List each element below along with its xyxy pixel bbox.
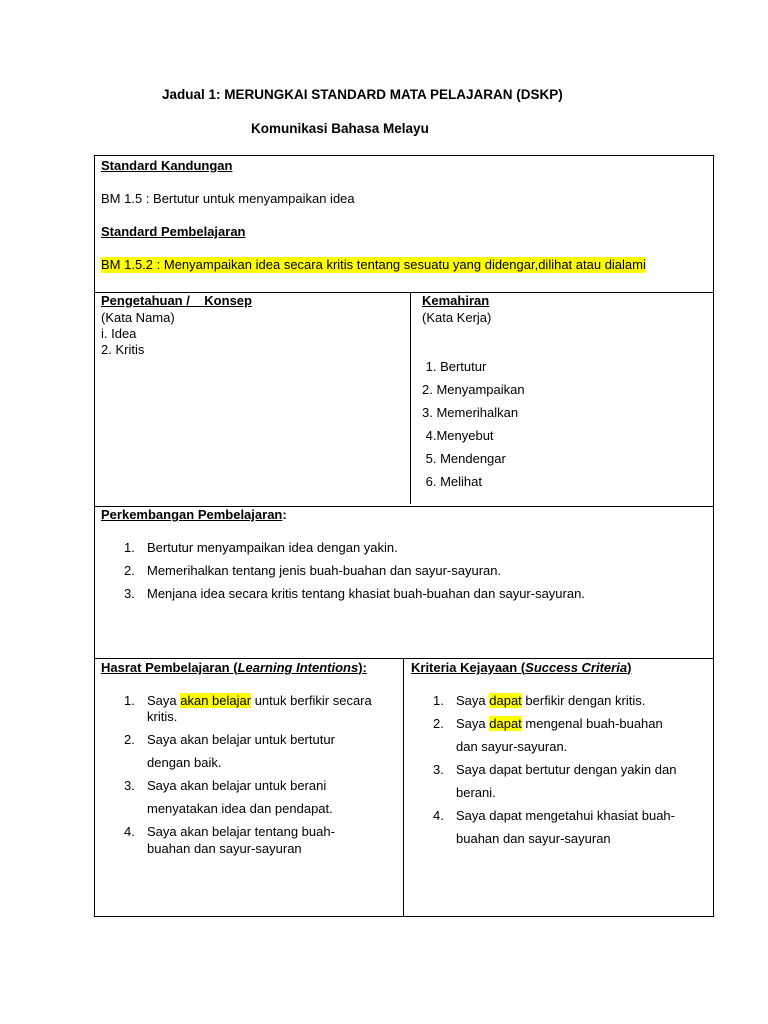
list-text-line2: dan sayur-sayuran. — [456, 739, 568, 754]
kemahiran-heading: Kemahiran — [422, 293, 490, 308]
text-segment: mengenal buah-buahan — [521, 716, 663, 731]
kemahiran-item: 5. Mendengar — [422, 451, 506, 466]
list-number: 1. — [433, 693, 444, 708]
hasrat-heading-italic: Learning Intentions — [237, 660, 359, 675]
list-number: 1. — [124, 540, 135, 555]
list-text: Saya dapat bertutur dengan yakin dan — [456, 762, 677, 777]
kriteria-heading — [411, 660, 631, 676]
perkembangan-heading-colon: : — [282, 507, 287, 522]
list-text — [147, 693, 372, 709]
list-text-line2: buahan dan sayur-sayuran — [147, 841, 302, 856]
list-text: Saya akan belajar untuk berani — [147, 778, 327, 793]
pengetahuan-heading: Pengetahuan / Konsep — [101, 293, 252, 308]
row-divider-3 — [94, 658, 714, 659]
pengetahuan-item: 2. Kritis — [101, 342, 145, 357]
kemahiran-item: 4.Menyebut — [422, 428, 494, 443]
perkembangan-heading — [101, 507, 287, 523]
list-text: Saya akan belajar untuk bertutur — [147, 732, 335, 747]
text-segment: Saya — [147, 693, 181, 708]
list-text: Saya dapat mengetahui khasiat buah- — [456, 808, 675, 823]
list-number: 3. — [124, 586, 135, 601]
kemahiran-item: 1. Bertutur — [422, 359, 487, 374]
hasrat-heading-b: ): — [358, 660, 367, 675]
highlighted-text: akan belajar — [180, 693, 252, 708]
col-divider-1 — [410, 292, 411, 504]
list-number: 2. — [124, 732, 135, 747]
list-text-line2: berani. — [456, 785, 496, 800]
list-text-line2: dengan baik. — [147, 755, 222, 770]
list-text-line2: buahan dan sayur-sayuran — [456, 831, 611, 846]
list-number: 2. — [124, 563, 135, 578]
standard-kandungan-heading: Standard Kandungan — [101, 158, 233, 173]
list-text-line2: menyatakan idea dan pendapat. — [147, 801, 333, 816]
perkembangan-heading-text: Perkembangan Pembelajaran — [101, 507, 283, 522]
text-segment: untuk berfikir secara — [251, 693, 372, 708]
col-divider-2 — [403, 658, 404, 917]
list-text — [456, 716, 663, 732]
list-number: 3. — [433, 762, 444, 777]
kemahiran-item: 6. Melihat — [422, 474, 482, 489]
list-text: Bertutur menyampaikan idea dengan yakin. — [147, 540, 398, 555]
list-number: 1. — [124, 693, 135, 708]
standard-kandungan-text: BM 1.5 : Bertutur untuk menyampaikan idea — [101, 191, 355, 206]
hasrat-heading-a: Hasrat Pembelajaran ( — [101, 660, 238, 675]
text-segment: Saya — [456, 693, 490, 708]
list-text-line2: kritis. — [147, 709, 178, 724]
kemahiran-subheading: (Kata Kerja) — [422, 310, 492, 325]
list-text: Menjana idea secara kritis tentang khasiat buah-buahan dan sayur-sayuran. — [147, 586, 585, 601]
list-text: Saya akan belajar tentang buah- — [147, 824, 335, 839]
list-text: Memerihalkan tentang jenis buah-buahan dan sayur-sayuran. — [147, 563, 502, 578]
list-text — [456, 693, 645, 709]
kriteria-heading-italic: Success Criteria — [525, 660, 628, 675]
text-segment: berfikir dengan kritis. — [521, 693, 646, 708]
kemahiran-item: 2. Menyampaikan — [422, 382, 525, 397]
list-number: 3. — [124, 778, 135, 793]
text-segment: Saya — [456, 716, 490, 731]
pengetahuan-subheading: (Kata Nama) — [101, 310, 175, 325]
kriteria-heading-a: Kriteria Kejayaan ( — [411, 660, 526, 675]
kemahiran-item: 3. Memerihalkan — [422, 405, 519, 420]
list-number: 4. — [124, 824, 135, 839]
highlighted-text: dapat — [489, 693, 522, 708]
list-number: 2. — [433, 716, 444, 731]
pengetahuan-item: i. Idea — [101, 326, 137, 341]
list-number: 4. — [433, 808, 444, 823]
standard-pembelajaran-text: BM 1.5.2 : Menyampaikan idea secara kritis tentang sesuatu yang didengar,dilihat atau dialami — [101, 257, 646, 272]
document-title: Jadual 1: MERUNGKAI STANDARD MATA PELAJARAN (DSKP) — [162, 87, 563, 102]
standard-pembelajaran-heading: Standard Pembelajaran — [101, 224, 246, 239]
document-subtitle: Komunikasi Bahasa Melayu — [251, 121, 429, 136]
kriteria-heading-b: ) — [627, 660, 632, 675]
highlighted-text: dapat — [489, 716, 522, 731]
hasrat-heading — [101, 660, 367, 676]
